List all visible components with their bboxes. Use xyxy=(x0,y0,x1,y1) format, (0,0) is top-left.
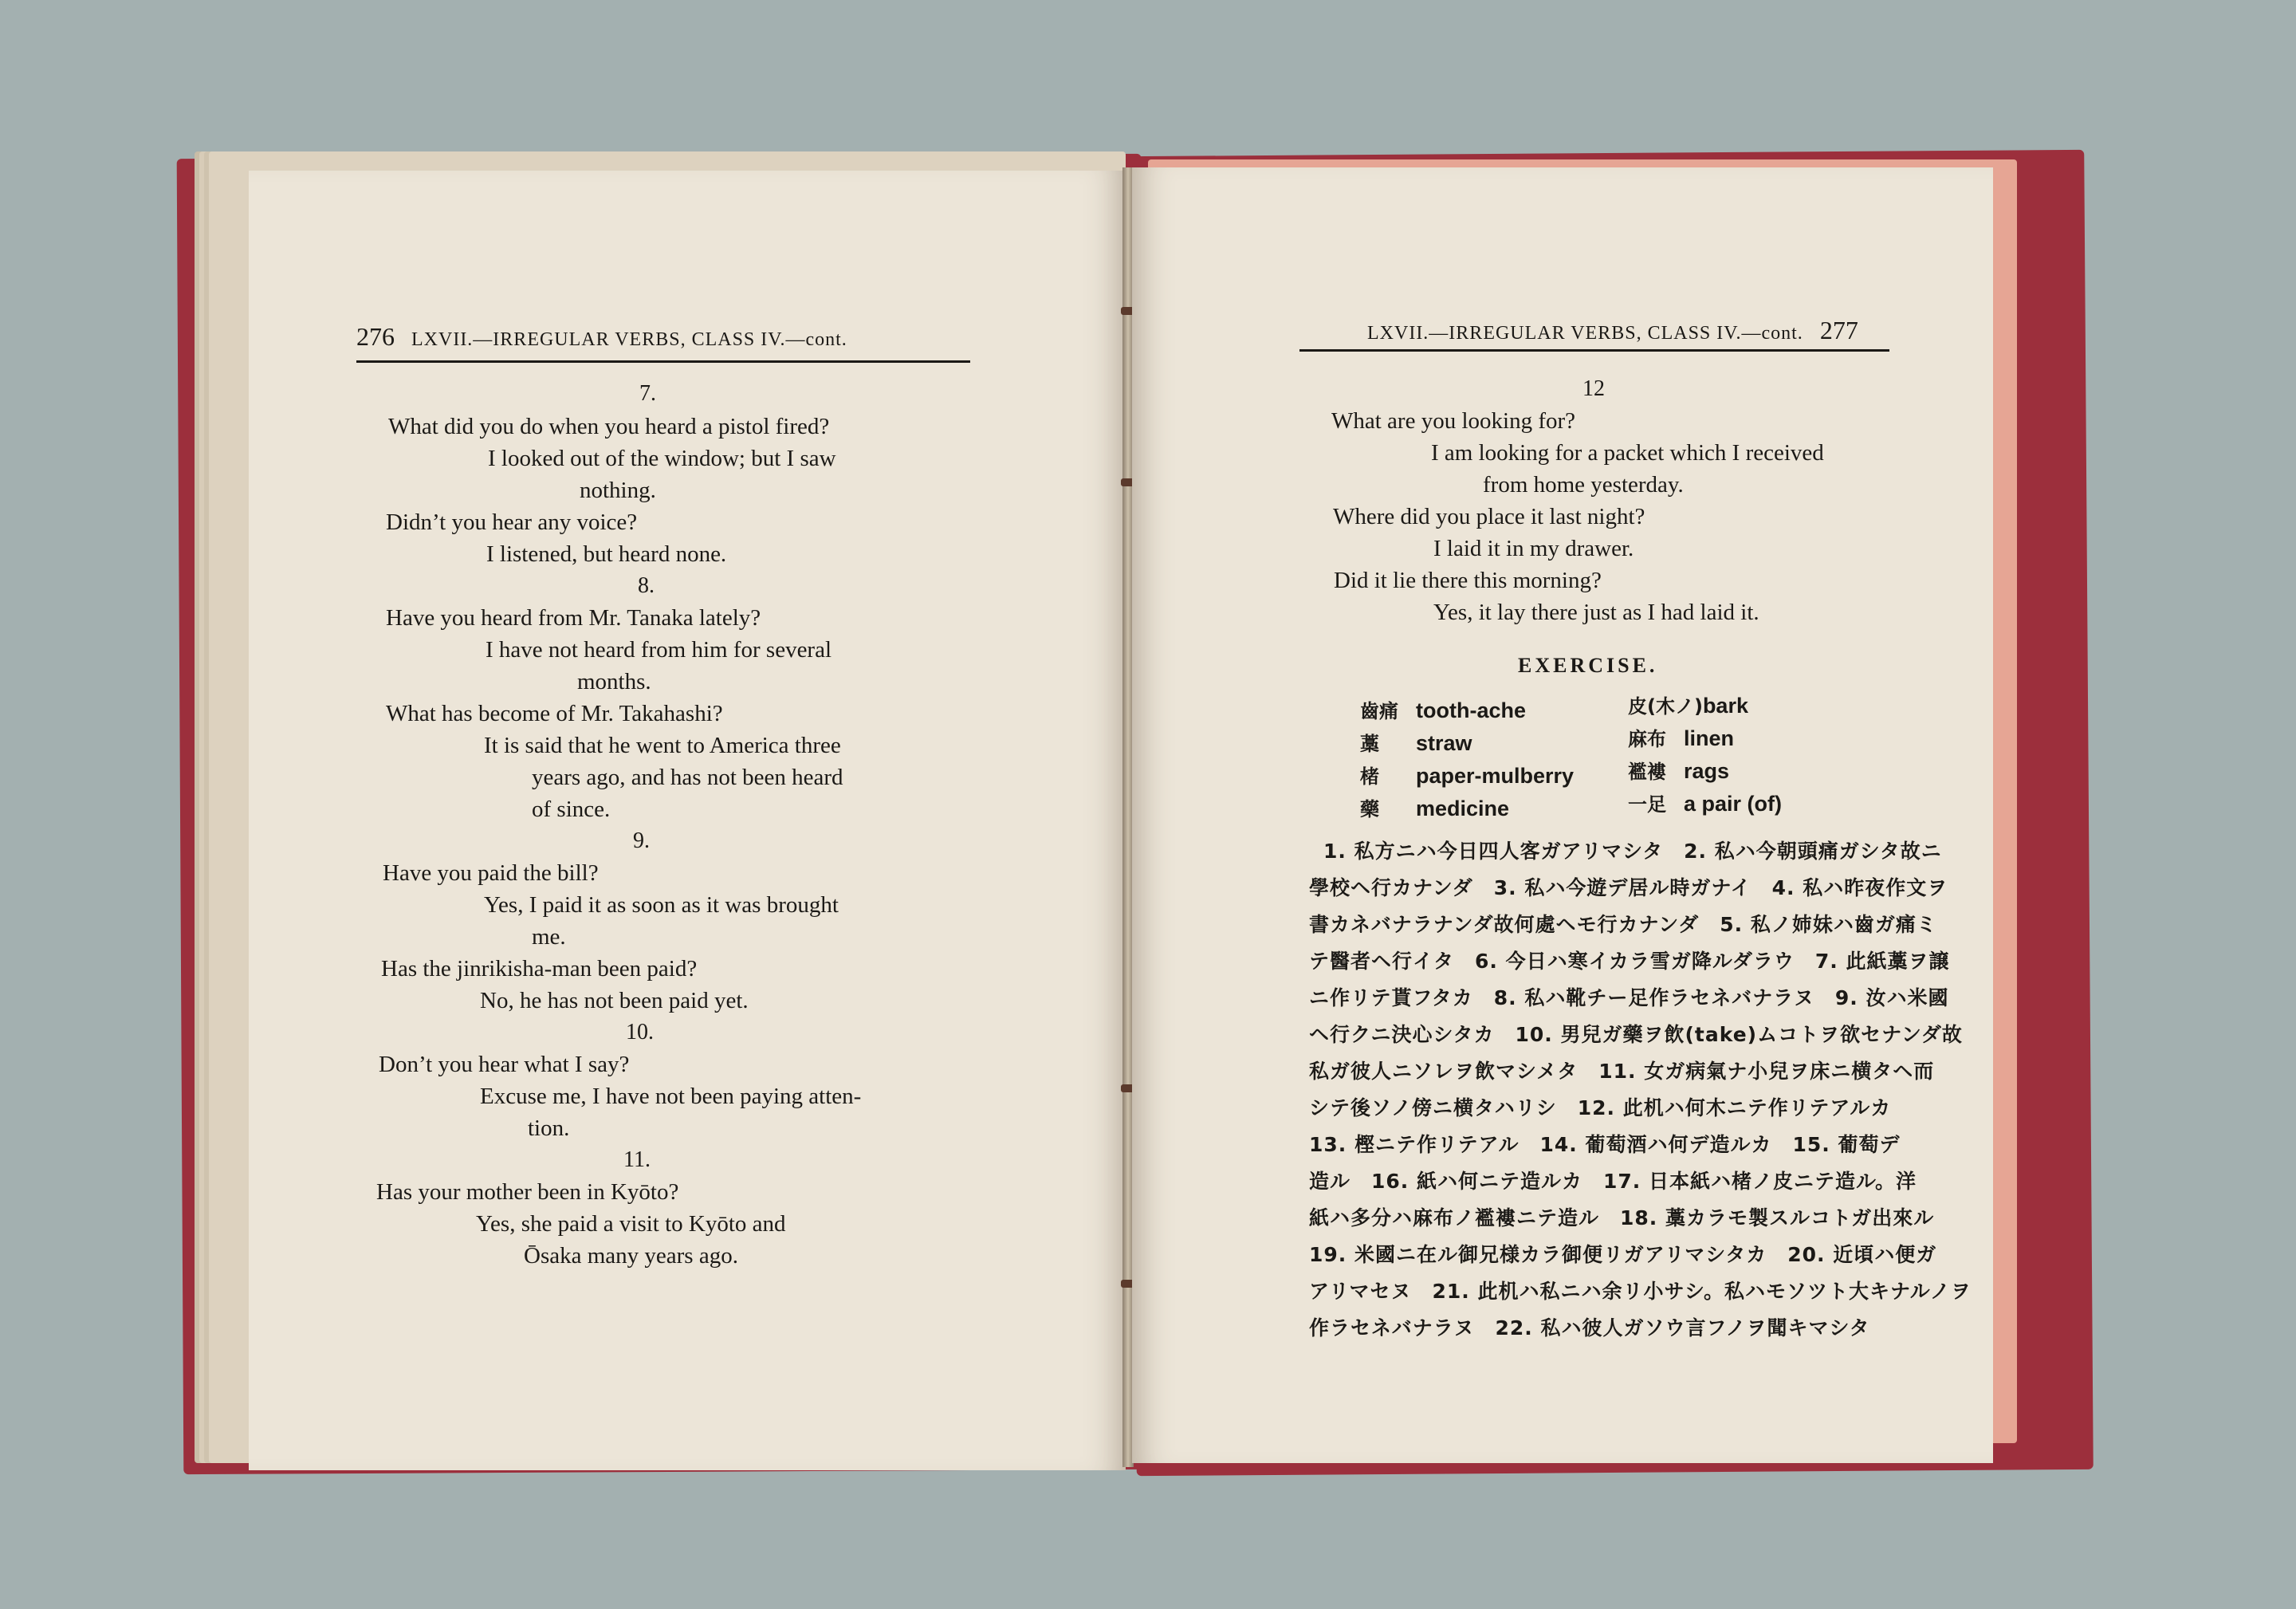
vocab-entry xyxy=(1360,695,1526,723)
answer-line: months. xyxy=(577,669,651,694)
answer-line: Ōsaka many years ago. xyxy=(524,1243,738,1269)
exercise-line: 書カネバナラナンダ故何處ヘモ行カナンダ 5. 私ノ姉妹ハ齒ガ痛ミ xyxy=(1309,913,1937,936)
exercise-line: 紙ハ多分ハ麻布ノ襤褸ニテ造ル 18. 藁カラモ製スルコトガ出來ル xyxy=(1309,1206,1935,1229)
question-line: Has the jinrikisha-man been paid? xyxy=(381,956,698,982)
vocab-kanji: 藁 xyxy=(1360,733,1379,755)
left-page-header xyxy=(356,322,847,352)
section-number: 12 xyxy=(1582,376,1605,401)
answer-line: I am looking for a packet which I received xyxy=(1431,440,1824,466)
answer-line: I laid it in my drawer. xyxy=(1433,536,1634,561)
right-header-rule xyxy=(1299,349,1889,352)
answer-line: Yes, she paid a visit to Kyōto and xyxy=(476,1211,786,1237)
vocab-entry xyxy=(1360,728,1472,756)
vocab-kanji: 藥 xyxy=(1360,798,1379,820)
question-line: Have you heard from Mr. Tanaka lately? xyxy=(386,605,761,631)
vocab-kanji: 皮(木ノ) xyxy=(1628,695,1703,718)
section-number: 9. xyxy=(633,828,650,853)
right-page-number: 277 xyxy=(1819,316,1858,344)
exercise-title: EXERCISE. xyxy=(1518,654,1658,677)
vocab-entry xyxy=(1360,761,1574,789)
exercise-line: 19. 米國ニ在ル御兄様カラ御便リガアリマシタカ 20. 近頃ハ便ガ xyxy=(1309,1243,1937,1266)
exercise-line: ヘ行クニ決心シタカ 10. 男兒ガ藥ヲ飲(take)ムコトヲ欲セナンダ故 xyxy=(1309,1023,1963,1046)
question-line: Have you paid the bill? xyxy=(383,860,599,886)
left-header-title: LXVII.—IRREGULAR VERBS, CLASS IV.—cont. xyxy=(411,329,847,350)
vocab-entry xyxy=(1628,690,1748,718)
answer-line: nothing. xyxy=(580,478,656,503)
exercise-line: 造ル 16. 紙ハ何ニテ造ルカ 17. 日本紙ハ楮ノ皮ニテ造ル。洋 xyxy=(1309,1170,1917,1193)
question-line: Where did you place it last night? xyxy=(1333,504,1645,529)
exercise-line: 13. 樫ニテ作リテアル 14. 葡萄酒ハ何デ造ルカ 15. 葡萄デ xyxy=(1309,1133,1901,1156)
answer-line: from home yesterday. xyxy=(1483,472,1684,498)
exercise-line: 學校ヘ行カナンダ 3. 私ハ今遊デ居ル時ガナイ 4. 私ハ昨夜作文ヲ xyxy=(1309,876,1948,899)
answer-line: I looked out of the window; but I saw xyxy=(488,446,836,471)
vocab-english: a pair (of) xyxy=(1684,792,1783,816)
left-page-number: 276 xyxy=(356,322,395,351)
vocab-english: linen xyxy=(1684,726,1735,750)
question-line: Don’t you hear what I say? xyxy=(379,1052,630,1077)
question-line: Didn’t you hear any voice? xyxy=(386,509,638,535)
exercise-line: アリマセヌ 21. 此机ハ私ニハ余リ小サシ。私ハモソツト大キナルノヲ xyxy=(1309,1280,1972,1303)
vocab-english: paper-mulberry xyxy=(1416,764,1575,788)
section-number: 11. xyxy=(623,1147,651,1172)
vocab-kanji: 襤褸 xyxy=(1628,761,1666,783)
answer-line: tion. xyxy=(528,1115,570,1141)
left-header-rule xyxy=(356,360,970,363)
answer-line: Excuse me, I have not been paying atten- xyxy=(480,1084,862,1109)
exercise-line: 1. 私方ニハ今日四人客ガアリマシタ 2. 私ハ今朝頭痛ガシタ故ニ xyxy=(1323,840,1942,863)
answer-line: Yes, it lay there just as I had laid it. xyxy=(1433,600,1759,625)
exercise-line: シテ後ソノ傍ニ横タハリシ 12. 此机ハ何木ニテ作リテアルカ xyxy=(1309,1096,1892,1119)
vocab-english: bark xyxy=(1702,694,1748,718)
vocab-kanji: 齒痛 xyxy=(1360,700,1398,722)
vocab-english: rags xyxy=(1684,759,1730,783)
vocab-entry xyxy=(1628,723,1734,751)
question-line: What are you looking for? xyxy=(1331,408,1576,434)
vocab-kanji: 一足 xyxy=(1628,793,1666,816)
answer-line: years ago, and has not been heard xyxy=(532,765,843,790)
exercise-line: 作ラセネバナラヌ 22. 私ハ彼人ガソウ言フノヲ聞キマシタ xyxy=(1309,1316,1870,1340)
question-line: Did it lie there this morning? xyxy=(1334,568,1602,593)
answer-line: I have not heard from him for several xyxy=(486,637,832,663)
vocab-kanji: 楮 xyxy=(1360,765,1379,788)
answer-line: No, he has not been paid yet. xyxy=(480,988,749,1013)
answer-line: me. xyxy=(532,924,566,950)
exercise-line: テ醫者ヘ行イタ 6. 今日ハ寒イカラ雪ガ降ルダラウ 7. 此紙藁ヲ譲 xyxy=(1309,950,1950,973)
vocab-english: tooth-ache xyxy=(1416,698,1526,722)
right-header-title: LXVII.—IRREGULAR VERBS, CLASS IV.—cont. xyxy=(1367,323,1803,344)
answer-line: of since. xyxy=(532,797,611,822)
answer-line: Yes, I paid it as soon as it was brought xyxy=(484,892,839,918)
vocab-entry xyxy=(1628,789,1782,816)
vocab-kanji: 麻布 xyxy=(1628,728,1666,750)
answer-line: It is said that he went to America three xyxy=(484,733,841,758)
answer-line: I listened, but heard none. xyxy=(486,541,727,567)
question-line: What did you do when you heard a pistol fired? xyxy=(388,414,830,439)
right-page-header xyxy=(1367,316,1858,345)
vocab-english: straw xyxy=(1416,731,1472,755)
vocab-entry xyxy=(1628,756,1729,784)
question-line: What has become of Mr. Takahashi? xyxy=(386,701,723,726)
vocab-english: medicine xyxy=(1416,797,1510,820)
exercise-line: 私ガ彼人ニソレヲ飲マシメタ 11. 女ガ病氣ナ小兒ヲ床ニ横タヘ而 xyxy=(1309,1060,1935,1083)
question-line: Has your mother been in Kyōto? xyxy=(376,1179,679,1205)
section-number: 8. xyxy=(638,573,655,598)
exercise-line: ニ作リテ貰フタカ 8. 私ハ靴チー足作ラセネバナラヌ 9. 汝ハ米國 xyxy=(1309,986,1949,1009)
vocab-entry xyxy=(1360,793,1509,821)
left-page xyxy=(249,171,1126,1470)
right-page xyxy=(1132,167,1993,1463)
section-number: 7. xyxy=(639,381,656,406)
section-number: 10. xyxy=(626,1020,654,1044)
